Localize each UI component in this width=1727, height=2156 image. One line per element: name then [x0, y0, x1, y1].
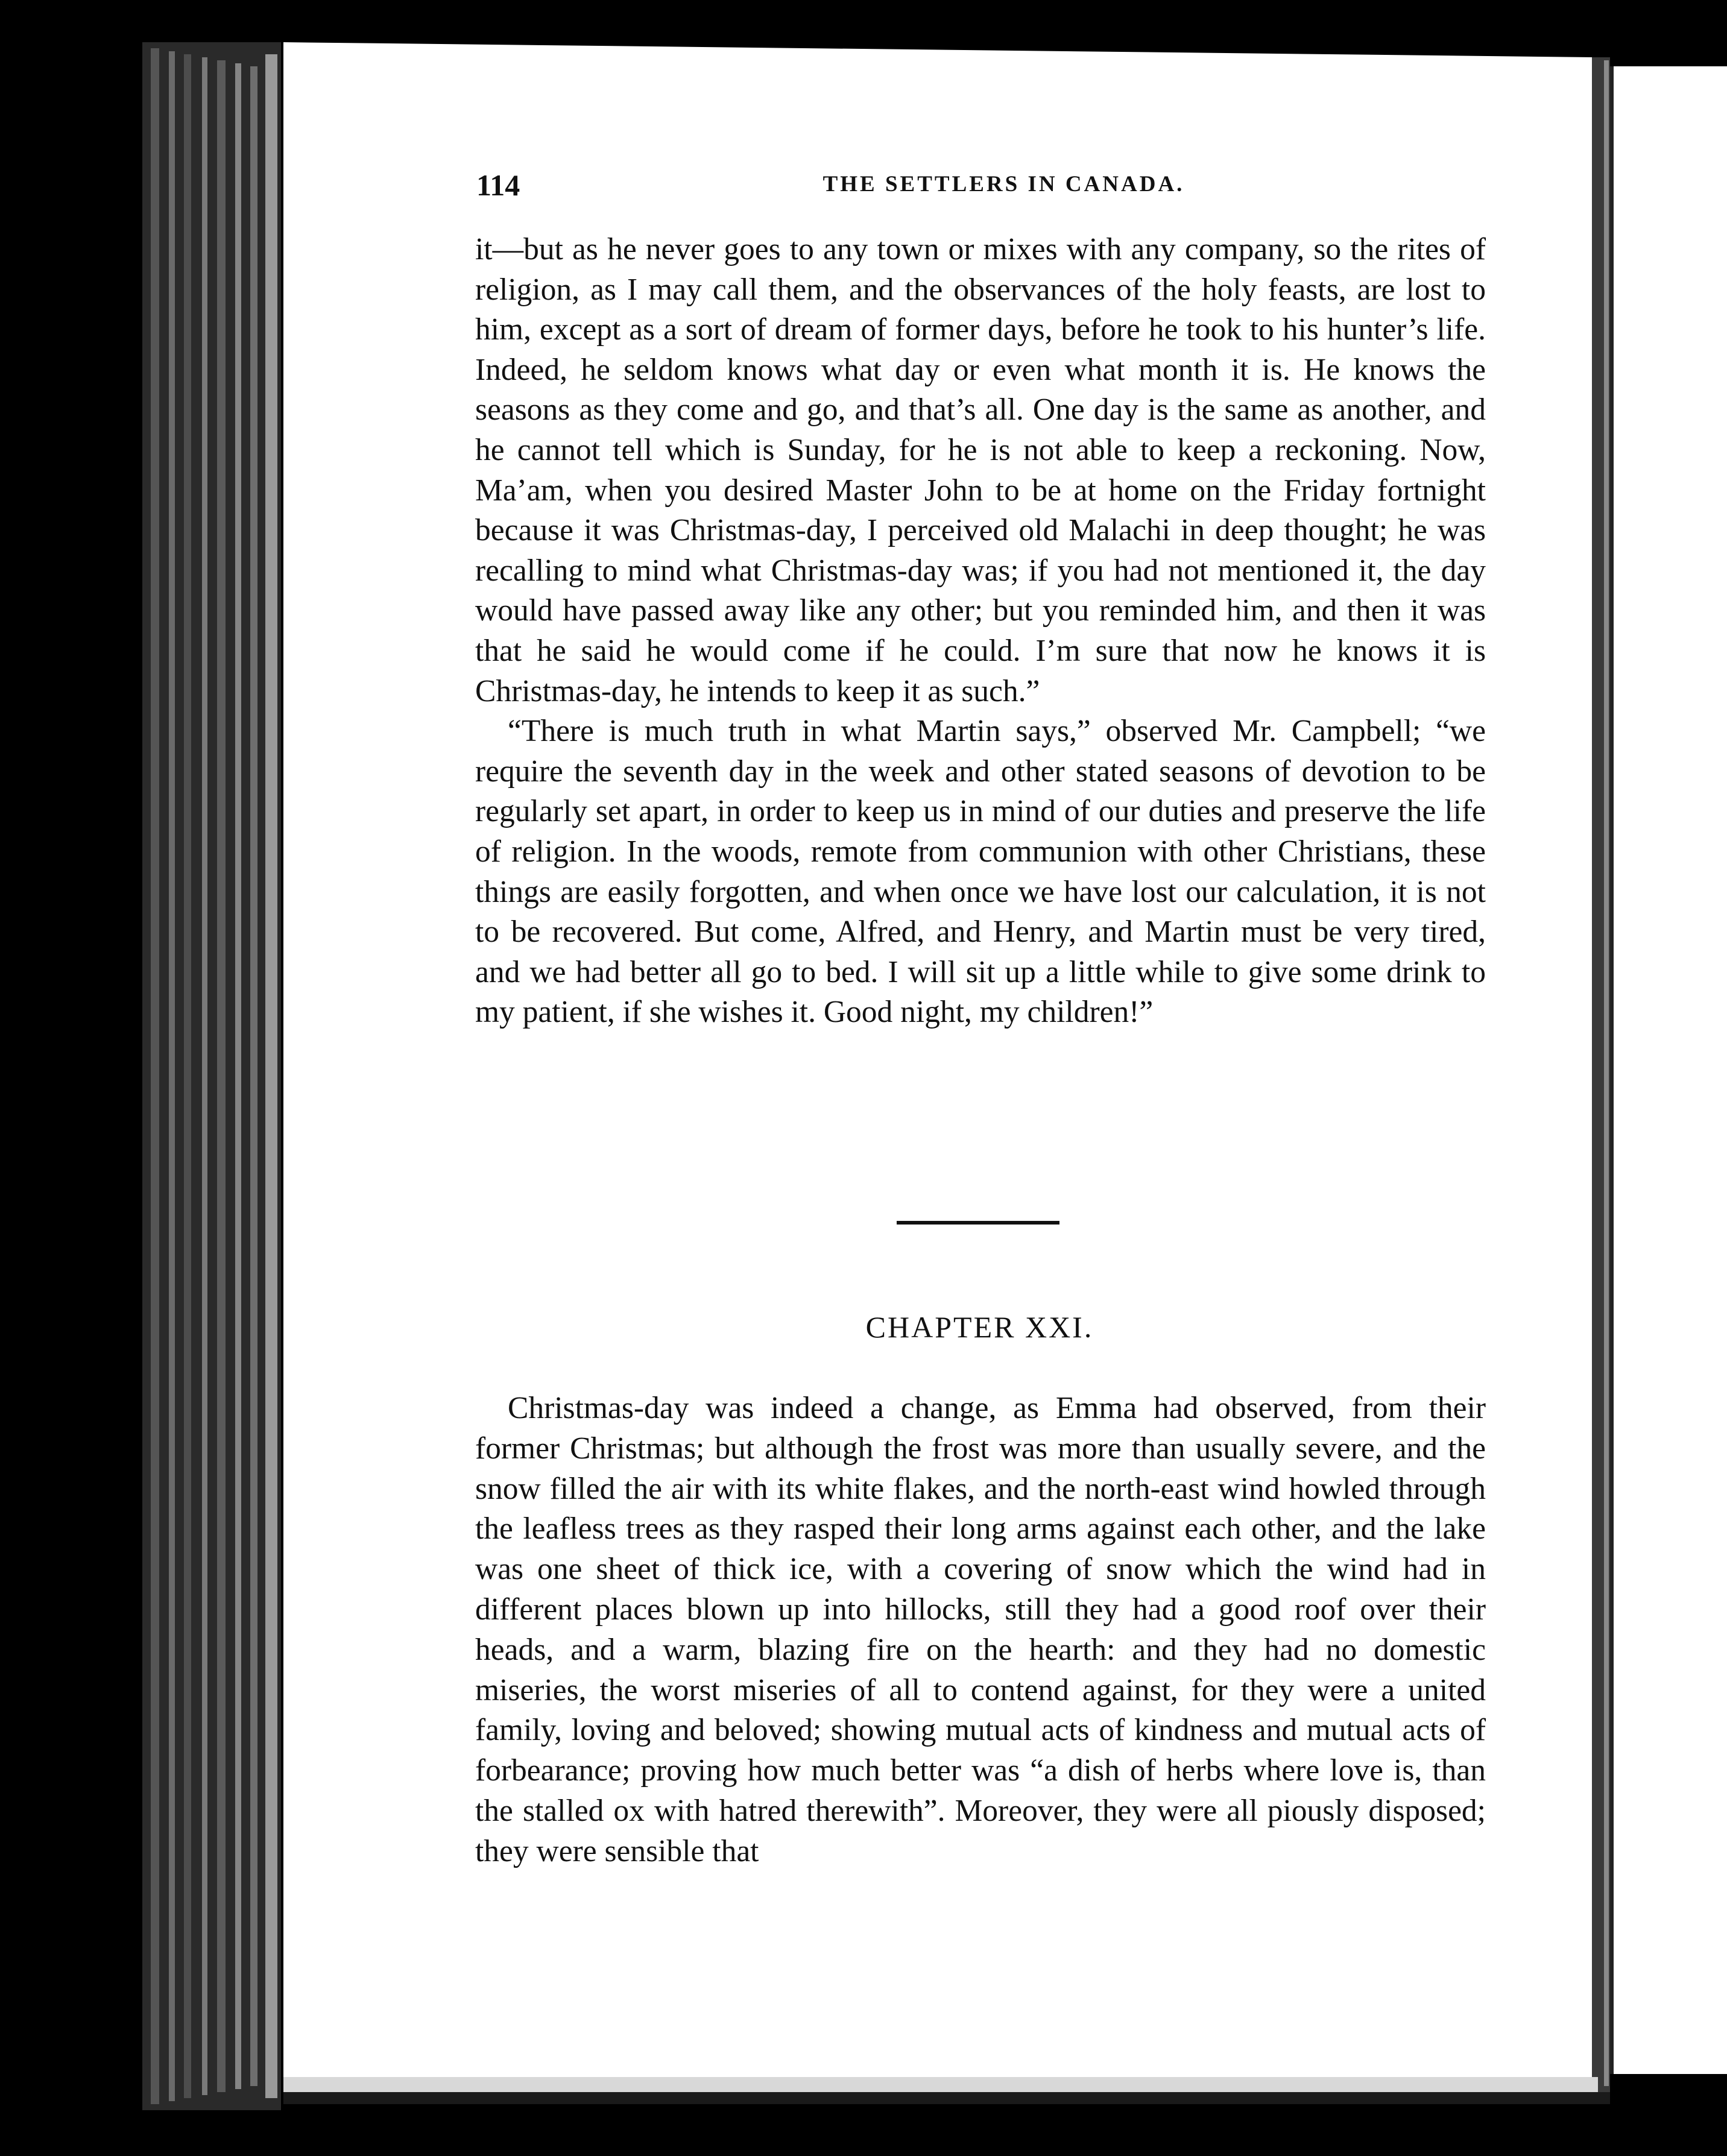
chapter-paragraph: Christmas-day was indeed a change, as Emma had observed, from their former Christmas; but although the frost was more than usually severe, and the snow filled the air with its white flakes, and the north-east wind howled through the leafless trees as they rasped their long arms against each other, and the lake was one sheet of thick ice, with a covering of snow which the wind had in different places blown up into hillocks, still they had a good roof over their heads, and a warm, blazing fire on the hearth: and they had no domestic miseries, the worst miseries of all to contend against, for they were a united family, loving and beloved; showing mutual acts of kindness and mutual acts of forbearance; proving how much better was “a dish of herbs where love is, than the stalled ox with hatred therewith”. Moreover, they were all piously disposed; they were sensible that	[475, 1391, 1486, 1868]
body-text	[475, 230, 1486, 1033]
paragraph-continued: it—but as he never goes to any town or mixes with any company, so the rites of religion, as I may call them, and the observances of the holy feasts, are lost to him, except as a sort of dream of former days, before he took to his hunter’s life. Indeed, he seldom knows what day or even what month it is. He knows the seasons as they come and go, and that’s all. One day is the same as another, and he cannot tell which is Sunday, for he is not able to keep a reckoning. Now, Ma’am, when you desired Master John to be at home on the Friday fortnight because it was Christmas-day, I perceived old Malachi in deep thought; he was recalling to mind what Christmas-day was; if you had not mentioned it, the day would have passed away like any other; but you reminded him, and then it was that he said he would come if he could. I’m sure that now he knows it is Christmas-day, he intends to keep it as such.”	[475, 232, 1486, 708]
page-header	[472, 168, 1488, 204]
paragraph: “There is much truth in what Martin says,” observed Mr. Campbell; “we require the seventh day in the week and other stated seasons of devotion to be regularly set apart, in order to keep us in mind of our duties and preserve the life of religion. In the woods, remote from communion with other Christians, these things are easily forgotten, and when once we have lost our calculation, it is not to be recovered. But come, Alfred, and Henry, and Martin must be very tired, and we had better all go to bed. I will sit up a little while to give some drink to my patient, if she wishes it. Good night, my children!”	[475, 714, 1486, 1030]
chapter-title: CHAPTER XXI.	[865, 1310, 1094, 1344]
running-title: THE SETTLERS IN CANADA.	[822, 172, 1185, 197]
section-divider	[897, 1221, 1059, 1225]
chapter-text	[475, 1388, 1486, 1872]
page-number: 114	[476, 168, 520, 202]
